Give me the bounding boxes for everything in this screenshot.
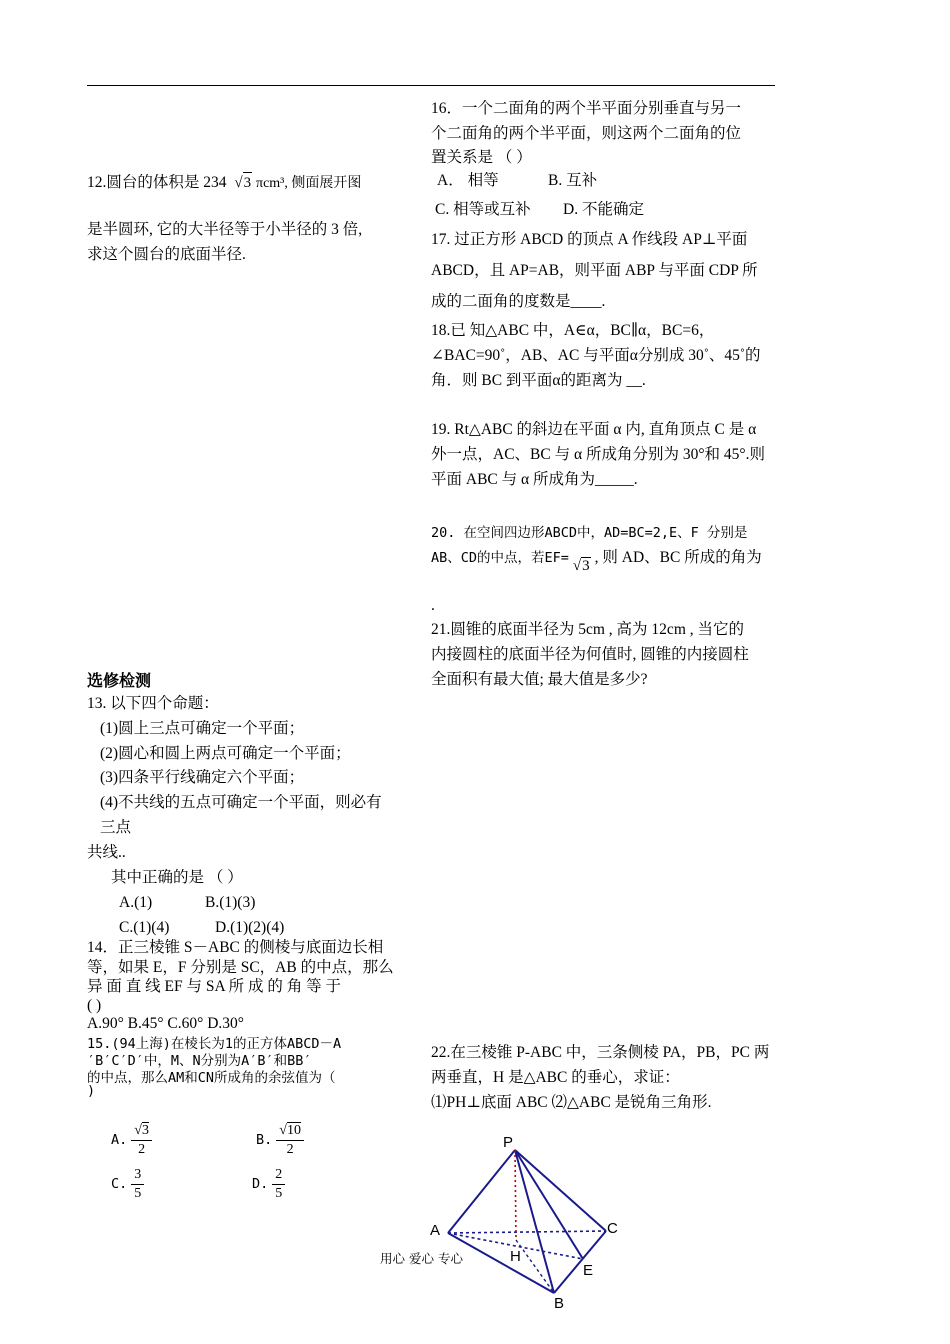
label-a: A	[430, 1222, 441, 1239]
q22-line1: 22.在三棱锥 P-ABC 中，三条侧棱 PA，PB，PC 两	[431, 1044, 770, 1061]
q20-line3: .	[431, 597, 435, 614]
q17-line2: ABCD，且 AP=AB，则平面 ABP 与平面 CDP 所	[431, 262, 758, 279]
q12-line3: 求这个圆台的底面半径.	[87, 246, 246, 263]
q13-option-a: A.(1)	[119, 894, 153, 911]
label-h: H	[510, 1248, 521, 1265]
label-c: C	[607, 1220, 618, 1237]
label-b: B	[554, 1295, 565, 1310]
q15-line3: 的中点，那么AM和CN所成角的余弦值为（	[87, 1070, 336, 1086]
q16-option-c: C. 相等或互补	[435, 201, 531, 218]
q12-line2: 是半圆环, 它的大半径等于小半径的 3 倍,	[87, 221, 363, 238]
q13-prop1: (1)圆上三点可确定一个平面；	[100, 720, 305, 737]
sqrt-symbol: √3	[234, 172, 252, 193]
q21-line3: 全面积有最大值; 最大值是多少?	[431, 671, 648, 688]
q16-line3: 置关系是 （ ）	[431, 149, 532, 166]
q14-line3: 异 面 直 线 EF 与 SA 所 成 的 角 等 于	[87, 978, 342, 995]
q15-line4: )	[87, 1083, 96, 1099]
edge-bh	[516, 1240, 554, 1293]
q19-line1: 19. Rt△ABC 的斜边在平面 α 内, 直角顶点 C 是 α	[431, 421, 757, 438]
q21-line1: 21.圆锥的底面半径为 5cm , 高为 12cm , 当它的	[431, 621, 744, 638]
q13-prop3: (3)四条平行线确定六个平面；	[100, 769, 305, 786]
q14-options: A.90° B.45° C.60° D.30°	[87, 1015, 244, 1032]
q13-prop4-end: 共线..	[87, 844, 126, 861]
q16-line2: 个二面角的两个半平面，则这两个二面角的位	[431, 125, 742, 142]
q18-line3: 角．则 BC 到平面α的距离为 __.	[431, 372, 646, 389]
q15-option-d: D. $\frac{2}{5}$	[252, 1166, 285, 1203]
q18-line2: ∠BAC=90˚，AB、AC 与平面α分别成 30˚、45˚的	[431, 347, 761, 364]
q19-line3: 平面 ABC 与 α 所成角为_____.	[431, 471, 638, 488]
q16-option-d: D. 不能确定	[563, 201, 644, 218]
edge-ac	[448, 1231, 606, 1233]
q13-option-d: D.(1)(2)(4)	[215, 919, 285, 936]
q13-option-b: B.(1)(3)	[205, 894, 256, 911]
height-ph	[515, 1150, 516, 1240]
q15-option-a: A. $\frac{√3}{2}$	[111, 1122, 152, 1159]
q14-line2: 等，如果 E，F 分别是 SC，AB 的中点，那么	[87, 959, 394, 976]
q13-ask: 其中正确的是 （ ）	[111, 869, 243, 886]
q16-option-a: A． 相等	[437, 172, 499, 189]
header-rule	[87, 85, 775, 86]
q13-prop2: (2)圆心和圆上两点可确定一个平面；	[100, 745, 351, 762]
q16-option-b: B. 互补	[548, 172, 598, 189]
page-footer: 用心 爱心 专心	[380, 1251, 463, 1266]
q15-option-c: C. $\frac{3}{5}$	[111, 1166, 144, 1203]
label-p: P	[503, 1134, 514, 1151]
q13-option-c: C.(1)(4)	[119, 919, 170, 936]
q21-line2: 内接圆柱的底面半径为何值时, 圆锥的内接圆柱	[431, 646, 749, 663]
q17-line1: 17. 过正方形 ABCD 的顶点 A 作线段 AP⊥平面	[431, 231, 748, 248]
q17-line3: 成的二面角的度数是____.	[431, 293, 606, 310]
q20-line2: AB、CD的中点，若EF= √3 , 则 AD、BC 所成的角为	[431, 549, 762, 574]
q15-line2: ′B′C′D′中，M、N分别为A′B′和BB′	[87, 1053, 312, 1069]
edge-pc	[515, 1150, 606, 1231]
section-title: 选修检测	[87, 671, 152, 690]
q14-line1: 14．正三棱锥 S－ABC 的侧棱与底面边长相	[87, 939, 384, 956]
q19-line2: 外一点，AC、BC 与 α 所成角分别为 30°和 45°.则	[431, 446, 765, 463]
sqrt-symbol: √3	[572, 558, 590, 574]
q12-line1: 12.圆台的体积是 234 √3 πcm³, 侧面展开图	[87, 174, 362, 191]
q13-stem: 13. 以下四个命题：	[87, 695, 219, 712]
q14-line4: ( )	[87, 997, 102, 1014]
label-e: E	[583, 1262, 594, 1279]
edge-pa	[448, 1150, 515, 1233]
q15-option-b: B. $\frac{√10}{2}$	[256, 1122, 304, 1159]
pyramid-figure	[420, 1125, 630, 1310]
q18-line1: 18.已 知△ABC 中，A∈α，BC∥α，BC=6，	[431, 322, 715, 339]
edge-pb	[515, 1150, 554, 1293]
q13-prop4-cont: 三点	[100, 819, 132, 836]
edge-pe	[515, 1150, 583, 1259]
q15-line1: 15.(94上海)在棱长为1的正方体ABCD－A	[87, 1036, 342, 1052]
q16-line1: 16．一个二面角的两个半平面分别垂直与另一	[431, 100, 742, 117]
q22-line3: ⑴PH⊥底面 ABC ⑵△ABC 是锐角三角形.	[431, 1094, 712, 1111]
q20-line1: 20. 在空间四边形ABCD中，AD=BC=2,E、F 分别是	[431, 525, 748, 541]
q13-prop4: (4)不共线的五点可确定一个平面，则必有	[100, 794, 382, 811]
q22-line2: 两垂直，H 是△ABC 的垂心，求证：	[431, 1069, 680, 1086]
edge-bc	[554, 1231, 606, 1293]
edge-ab	[448, 1233, 554, 1293]
